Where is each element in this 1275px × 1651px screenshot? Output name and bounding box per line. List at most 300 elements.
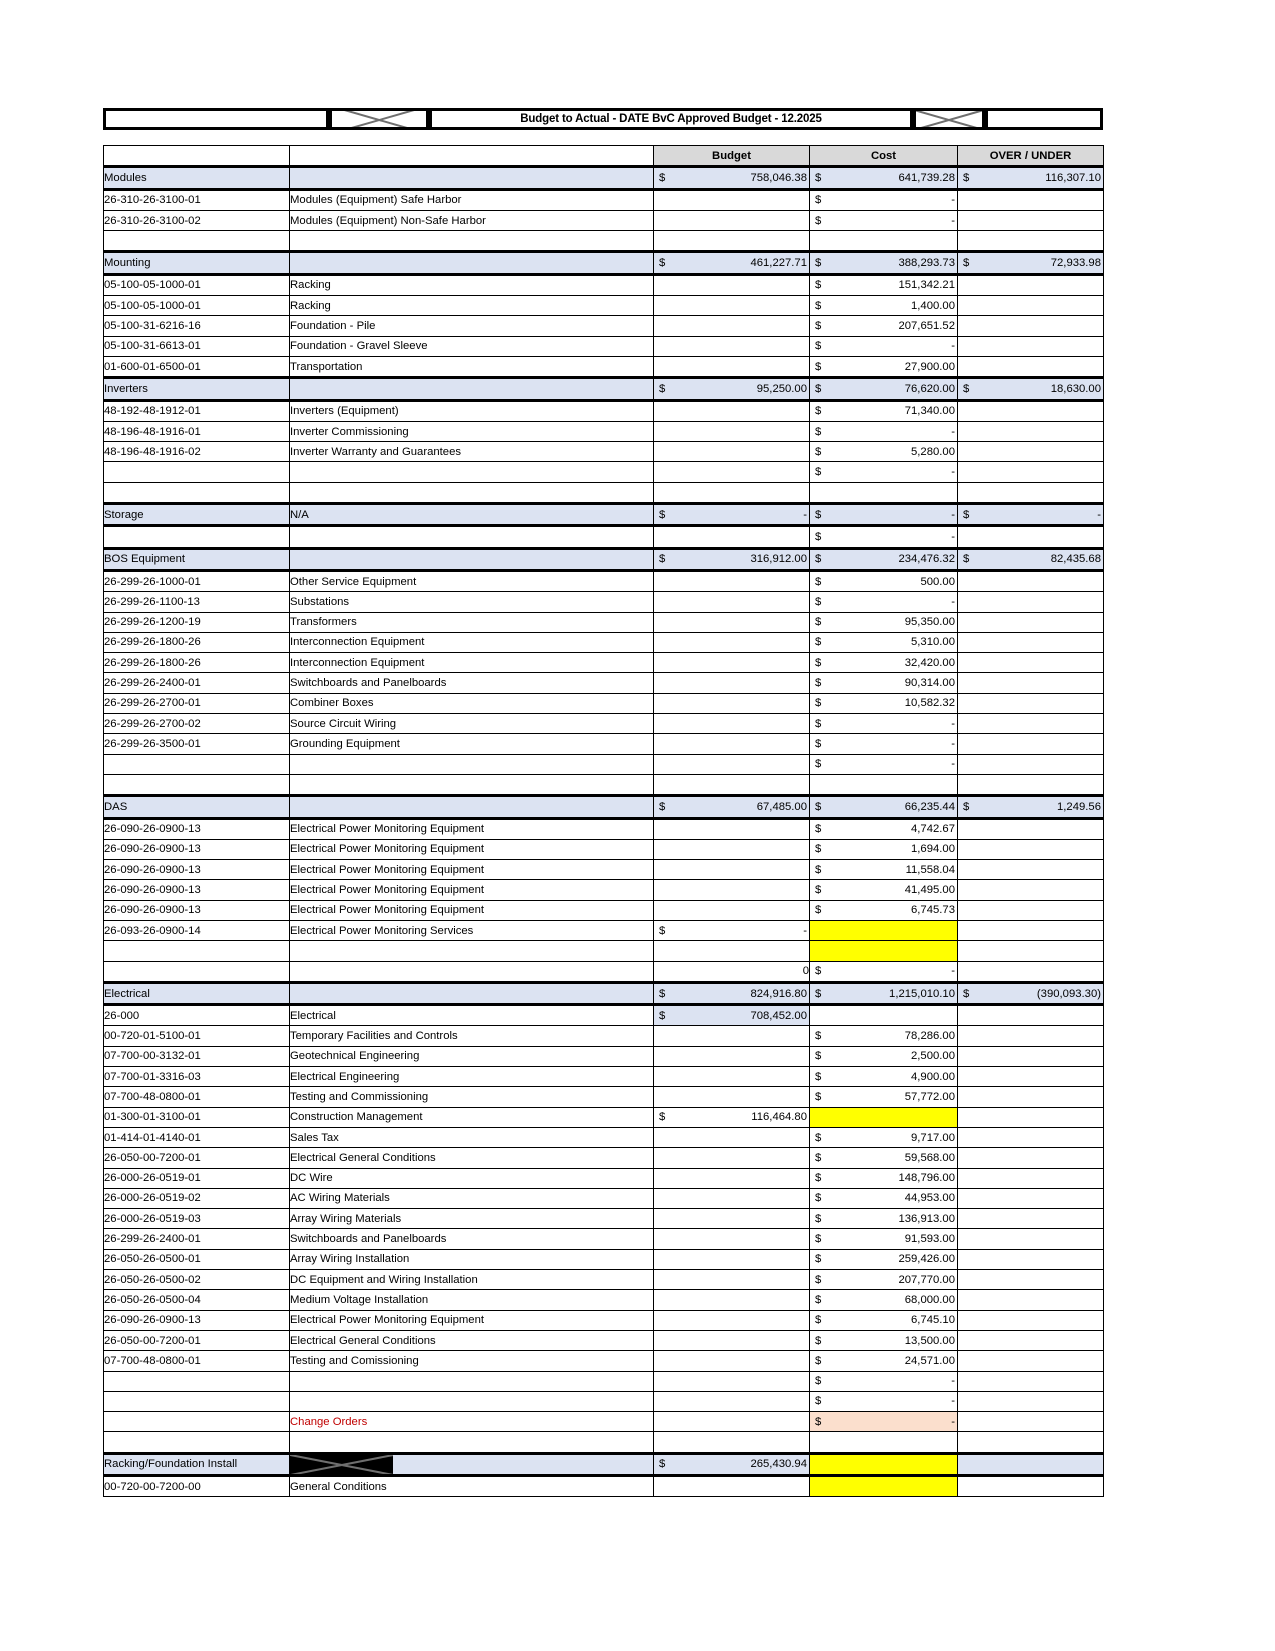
cost-amount[interactable] [810,400,958,421]
cost-amount[interactable] [810,442,958,462]
budget-amount[interactable] [654,754,810,774]
cost-amount[interactable] [810,1127,958,1147]
cost-amount[interactable] [810,1476,958,1497]
cost-code[interactable] [104,774,290,795]
cost-code[interactable]: 48-196-48-1916-01 [104,421,290,441]
cost-amount[interactable] [810,612,958,632]
budget-amount[interactable] [654,1476,810,1497]
line-item-description[interactable] [290,982,654,1004]
cost-code[interactable]: 05-100-31-6613-01 [104,336,290,356]
over-under-amount[interactable] [958,421,1104,441]
cost-amount[interactable] [810,548,958,570]
section-label[interactable]: Storage [104,504,290,526]
cost-amount[interactable] [810,774,958,795]
cost-code[interactable] [104,1371,290,1391]
over-under-amount[interactable] [958,1026,1104,1046]
cost-code[interactable]: 26-050-26-0500-01 [104,1249,290,1269]
budget-amount[interactable] [654,818,810,839]
over-under-amount[interactable] [958,1249,1104,1269]
cost-amount[interactable] [810,961,958,982]
cost-code[interactable]: 07-700-48-0800-01 [104,1351,290,1371]
budget-amount[interactable] [654,274,810,295]
line-item-description[interactable] [290,941,654,961]
over-under-amount[interactable] [958,1046,1104,1066]
line-item-description[interactable]: General Conditions [290,1476,654,1497]
cost-code[interactable]: 26-090-26-0900-13 [104,839,290,859]
line-item-description[interactable] [290,548,654,570]
over-under-amount[interactable] [958,714,1104,734]
budget-amount[interactable] [654,796,810,818]
cost-code[interactable] [104,754,290,774]
over-under-amount[interactable] [958,356,1104,377]
over-under-amount[interactable] [958,1107,1104,1127]
over-under-amount[interactable] [958,167,1104,189]
line-item-description[interactable]: Modules (Equipment) Safe Harbor [290,189,654,210]
cost-code[interactable]: 26-000 [104,1005,290,1026]
cost-code[interactable]: 26-299-26-2400-01 [104,1229,290,1249]
cost-amount[interactable] [810,900,958,920]
cost-amount[interactable] [810,673,958,693]
over-under-amount[interactable] [958,612,1104,632]
over-under-amount[interactable] [958,693,1104,713]
cost-amount[interactable] [810,167,958,189]
section-label[interactable]: DAS [104,796,290,818]
budget-amount[interactable] [654,1371,810,1391]
over-under-amount[interactable] [958,653,1104,673]
cost-code[interactable]: 05-100-05-1000-01 [104,274,290,295]
cost-amount[interactable] [810,210,958,230]
over-under-amount[interactable] [958,1127,1104,1147]
line-item-description[interactable] [290,1432,654,1453]
budget-amount[interactable] [654,442,810,462]
cost-amount[interactable] [810,1107,958,1127]
line-item-description[interactable]: Inverter Commissioning [290,421,654,441]
cost-amount[interactable] [810,356,958,377]
over-under-amount[interactable] [958,900,1104,920]
over-under-amount[interactable] [958,210,1104,230]
over-under-amount[interactable] [958,818,1104,839]
line-item-description[interactable]: Interconnection Equipment [290,653,654,673]
budget-amount[interactable] [654,1249,810,1269]
line-item-description[interactable]: Substations [290,592,654,612]
cost-code[interactable] [104,231,290,252]
cost-amount[interactable] [810,482,958,503]
budget-amount[interactable] [654,252,810,274]
line-item-description[interactable]: Foundation - Gravel Sleeve [290,336,654,356]
budget-amount[interactable] [654,1026,810,1046]
line-item-description[interactable]: Modules (Equipment) Non-Safe Harbor [290,210,654,230]
over-under-amount[interactable] [958,961,1104,982]
cost-amount[interactable] [810,1026,958,1046]
budget-amount[interactable] [654,231,810,252]
cost-code[interactable]: 26-090-26-0900-13 [104,880,290,900]
budget-amount[interactable] [654,1330,810,1350]
cost-code[interactable] [104,462,290,482]
over-under-amount[interactable] [958,482,1104,503]
budget-amount[interactable] [654,526,810,548]
over-under-amount[interactable] [958,336,1104,356]
over-under-amount[interactable] [958,673,1104,693]
cost-code[interactable]: 26-090-26-0900-13 [104,900,290,920]
budget-amount[interactable] [654,880,810,900]
cost-amount[interactable] [810,462,958,482]
budget-amount[interactable] [654,653,810,673]
budget-amount[interactable] [654,1412,810,1432]
cost-code[interactable]: 26-090-26-0900-13 [104,1310,290,1330]
cost-amount[interactable] [810,378,958,400]
over-under-amount[interactable] [958,941,1104,961]
budget-amount[interactable] [654,462,810,482]
budget-amount[interactable] [654,356,810,377]
cost-code[interactable]: 26-050-26-0500-04 [104,1290,290,1310]
over-under-amount[interactable] [958,1310,1104,1330]
line-item-description[interactable]: Switchboards and Panelboards [290,1229,654,1249]
line-item-description[interactable]: Electrical Power Monitoring Equipment [290,818,654,839]
line-item-description[interactable] [290,252,654,274]
budget-amount[interactable] [654,421,810,441]
budget-amount[interactable] [654,1351,810,1371]
line-item-description[interactable] [290,961,654,982]
cost-code[interactable]: 26-299-26-1200-19 [104,612,290,632]
cost-code[interactable]: 26-050-00-7200-01 [104,1330,290,1350]
over-under-amount[interactable] [958,796,1104,818]
cost-amount[interactable] [810,421,958,441]
over-under-amount[interactable] [958,189,1104,210]
cost-code[interactable]: 26-000-26-0519-01 [104,1168,290,1188]
budget-amount[interactable] [654,336,810,356]
budget-amount[interactable]: 0 [654,961,810,982]
cost-amount[interactable] [810,336,958,356]
line-item-description[interactable]: Sales Tax [290,1127,654,1147]
budget-amount[interactable] [654,167,810,189]
budget-amount[interactable] [654,839,810,859]
over-under-amount[interactable] [958,442,1104,462]
cost-amount[interactable] [810,839,958,859]
over-under-amount[interactable] [958,839,1104,859]
line-item-description[interactable]: Other Service Equipment [290,570,654,591]
line-item-description[interactable] [290,231,654,252]
cost-code[interactable]: 26-093-26-0900-14 [104,920,290,940]
line-item-description[interactable]: Inverter Warranty and Guarantees [290,442,654,462]
budget-amount[interactable] [654,714,810,734]
line-item-description[interactable]: Interconnection Equipment [290,632,654,652]
over-under-amount[interactable] [958,526,1104,548]
cost-amount[interactable] [810,231,958,252]
cost-amount[interactable] [810,818,958,839]
over-under-amount[interactable] [958,378,1104,400]
over-under-amount[interactable] [958,1229,1104,1249]
cost-code[interactable] [104,941,290,961]
over-under-amount[interactable] [958,504,1104,526]
over-under-amount[interactable] [958,1270,1104,1290]
line-item-description[interactable]: DC Equipment and Wiring Installation [290,1270,654,1290]
over-under-amount[interactable] [958,734,1104,754]
budget-amount[interactable] [654,1087,810,1107]
line-item-description[interactable] [290,796,654,818]
cost-code[interactable]: 26-299-26-2700-02 [104,714,290,734]
over-under-amount[interactable] [958,1188,1104,1208]
line-item-description[interactable]: Inverters (Equipment) [290,400,654,421]
budget-amount[interactable] [654,316,810,336]
cost-amount[interactable] [810,1046,958,1066]
budget-amount[interactable] [654,1391,810,1411]
cost-amount[interactable] [810,1371,958,1391]
line-item-description[interactable]: Source Circuit Wiring [290,714,654,734]
cost-amount[interactable] [810,714,958,734]
over-under-amount[interactable] [958,274,1104,295]
line-item-description[interactable]: AC Wiring Materials [290,1188,654,1208]
line-item-description[interactable]: Electrical General Conditions [290,1148,654,1168]
cost-code[interactable]: 26-310-26-3100-02 [104,210,290,230]
cost-amount[interactable] [810,693,958,713]
line-item-description[interactable]: Electrical [290,1005,654,1026]
over-under-amount[interactable] [958,880,1104,900]
budget-amount[interactable] [654,482,810,503]
budget-amount[interactable] [654,378,810,400]
budget-amount[interactable] [654,1270,810,1290]
cost-amount[interactable] [810,860,958,880]
over-under-amount[interactable] [958,252,1104,274]
cost-amount[interactable] [810,796,958,818]
cost-code[interactable]: 26-299-26-2700-01 [104,693,290,713]
cost-amount[interactable] [810,1005,958,1026]
over-under-amount[interactable] [958,1391,1104,1411]
cost-amount[interactable] [810,526,958,548]
line-item-description[interactable]: Electrical Power Monitoring Equipment [290,839,654,859]
section-label[interactable]: Mounting [104,252,290,274]
cost-amount[interactable] [810,570,958,591]
over-under-amount[interactable] [958,1330,1104,1350]
line-item-description[interactable]: Electrical Power Monitoring Equipment [290,860,654,880]
line-item-description[interactable] [290,774,654,795]
cost-amount[interactable] [810,1249,958,1269]
budget-amount[interactable] [654,570,810,591]
line-item-description[interactable]: Testing and Comissioning [290,1351,654,1371]
cost-code[interactable] [104,1432,290,1453]
cost-code[interactable]: 00-720-00-7200-00 [104,1476,290,1497]
cost-amount[interactable] [810,592,958,612]
budget-amount[interactable] [654,1148,810,1168]
cost-code[interactable]: 26-050-26-0500-02 [104,1270,290,1290]
cost-code[interactable]: 01-600-01-6500-01 [104,356,290,377]
section-label[interactable]: Racking/Foundation Install [104,1453,290,1475]
over-under-amount[interactable] [958,1290,1104,1310]
cost-code[interactable]: 07-700-01-3316-03 [104,1067,290,1087]
line-item-description[interactable]: Foundation - Pile [290,316,654,336]
cost-amount[interactable] [810,941,958,961]
over-under-amount[interactable] [958,1351,1104,1371]
cost-amount[interactable] [810,920,958,940]
line-item-description[interactable]: Electrical Power Monitoring Services [290,920,654,940]
budget-amount[interactable] [654,1453,810,1475]
line-item-description[interactable]: Geotechnical Engineering [290,1046,654,1066]
budget-amount[interactable] [654,1067,810,1087]
over-under-amount[interactable] [958,1005,1104,1026]
over-under-amount[interactable] [958,1476,1104,1497]
budget-amount[interactable] [654,1005,810,1026]
cost-amount[interactable] [810,1351,958,1371]
budget-amount[interactable] [654,296,810,316]
cost-code[interactable] [104,526,290,548]
budget-amount[interactable] [654,189,810,210]
cost-amount[interactable] [810,504,958,526]
cost-code[interactable]: 26-000-26-0519-02 [104,1188,290,1208]
line-item-description[interactable]: Transportation [290,356,654,377]
cost-code[interactable]: 26-050-00-7200-01 [104,1148,290,1168]
line-item-description[interactable] [290,167,654,189]
line-item-description[interactable] [290,482,654,503]
budget-amount[interactable] [654,900,810,920]
over-under-amount[interactable] [958,316,1104,336]
line-item-description[interactable] [290,754,654,774]
cost-amount[interactable] [810,1067,958,1087]
cost-code[interactable]: 26-299-26-1000-01 [104,570,290,591]
cost-code[interactable]: 26-299-26-1800-26 [104,653,290,673]
budget-amount[interactable] [654,400,810,421]
line-item-description[interactable]: Medium Voltage Installation [290,1290,654,1310]
cost-amount[interactable] [810,189,958,210]
over-under-amount[interactable] [958,462,1104,482]
line-item-description[interactable] [290,378,654,400]
cost-amount[interactable] [810,632,958,652]
cost-code[interactable]: 26-299-26-2400-01 [104,673,290,693]
cost-code[interactable]: 48-192-48-1912-01 [104,400,290,421]
cost-amount[interactable] [810,1432,958,1453]
cost-amount[interactable] [810,252,958,274]
budget-amount[interactable] [654,1127,810,1147]
budget-amount[interactable] [654,1107,810,1127]
budget-amount[interactable] [654,1046,810,1066]
cost-code[interactable]: 26-090-26-0900-13 [104,860,290,880]
over-under-amount[interactable] [958,592,1104,612]
section-label[interactable]: BOS Equipment [104,548,290,570]
over-under-amount[interactable] [958,1067,1104,1087]
line-item-description[interactable]: Electrical Engineering [290,1067,654,1087]
line-item-description[interactable]: Transformers [290,612,654,632]
over-under-amount[interactable] [958,774,1104,795]
cost-amount[interactable] [810,274,958,295]
cost-code[interactable]: 26-299-26-3500-01 [104,734,290,754]
cost-code[interactable] [104,1391,290,1411]
cost-amount[interactable] [810,1188,958,1208]
cost-amount[interactable] [810,1412,958,1432]
over-under-amount[interactable] [958,231,1104,252]
cost-code[interactable]: 07-700-48-0800-01 [104,1087,290,1107]
line-item-description[interactable] [290,526,654,548]
line-item-description[interactable]: Array Wiring Installation [290,1249,654,1269]
cost-amount[interactable] [810,1148,958,1168]
cost-amount[interactable] [810,754,958,774]
line-item-description[interactable]: Change Orders [290,1412,654,1432]
line-item-description[interactable]: Combiner Boxes [290,693,654,713]
budget-amount[interactable] [654,774,810,795]
cost-amount[interactable] [810,653,958,673]
budget-amount[interactable] [654,673,810,693]
line-item-description[interactable]: Electrical Power Monitoring Equipment [290,1310,654,1330]
cost-amount[interactable] [810,296,958,316]
line-item-description[interactable]: N/A [290,504,654,526]
budget-amount[interactable] [654,1432,810,1453]
line-item-description[interactable]: DC Wire [290,1168,654,1188]
budget-amount[interactable] [654,1188,810,1208]
budget-amount[interactable] [654,1209,810,1229]
budget-amount[interactable] [654,693,810,713]
cost-code[interactable] [104,482,290,503]
cost-amount[interactable] [810,880,958,900]
line-item-description[interactable]: Racking [290,274,654,295]
over-under-amount[interactable] [958,1168,1104,1188]
cost-amount[interactable] [810,982,958,1004]
over-under-amount[interactable] [958,1148,1104,1168]
budget-amount[interactable] [654,1310,810,1330]
cost-amount[interactable] [810,1229,958,1249]
cost-code[interactable]: 05-100-05-1000-01 [104,296,290,316]
line-item-description[interactable]: Electrical Power Monitoring Equipment [290,880,654,900]
budget-amount[interactable] [654,548,810,570]
line-item-description[interactable]: Grounding Equipment [290,734,654,754]
budget-amount[interactable] [654,632,810,652]
cost-code[interactable]: 00-720-01-5100-01 [104,1026,290,1046]
budget-amount[interactable] [654,1168,810,1188]
line-item-description[interactable]: Temporary Facilities and Controls [290,1026,654,1046]
budget-amount[interactable] [654,504,810,526]
budget-amount[interactable] [654,1229,810,1249]
line-item-description[interactable]: Racking [290,296,654,316]
cost-amount[interactable] [810,1310,958,1330]
cost-code[interactable]: 26-000-26-0519-03 [104,1209,290,1229]
cost-code[interactable]: 26-090-26-0900-13 [104,818,290,839]
cost-code[interactable] [104,961,290,982]
line-item-description[interactable]: Array Wiring Materials [290,1209,654,1229]
over-under-amount[interactable] [958,1412,1104,1432]
cost-amount[interactable] [810,316,958,336]
cost-amount[interactable] [810,1290,958,1310]
over-under-amount[interactable] [958,1371,1104,1391]
line-item-description[interactable]: Construction Management [290,1107,654,1127]
cost-code[interactable]: 26-299-26-1100-13 [104,592,290,612]
line-item-description[interactable]: Electrical General Conditions [290,1330,654,1350]
budget-amount[interactable] [654,734,810,754]
section-label[interactable]: Electrical [104,982,290,1004]
cost-code[interactable]: 05-100-31-6216-16 [104,316,290,336]
cost-amount[interactable] [810,1087,958,1107]
budget-amount[interactable] [654,920,810,940]
cost-amount[interactable] [810,734,958,754]
cost-code[interactable]: 26-310-26-3100-01 [104,189,290,210]
over-under-amount[interactable] [958,860,1104,880]
cost-amount[interactable] [810,1168,958,1188]
over-under-amount[interactable] [958,1087,1104,1107]
over-under-amount[interactable] [958,982,1104,1004]
cost-code[interactable]: 01-300-01-3100-01 [104,1107,290,1127]
over-under-amount[interactable] [958,1209,1104,1229]
over-under-amount[interactable] [958,548,1104,570]
over-under-amount[interactable] [958,400,1104,421]
line-item-description[interactable] [290,1371,654,1391]
cost-amount[interactable] [810,1453,958,1475]
over-under-amount[interactable] [958,920,1104,940]
line-item-description[interactable] [290,462,654,482]
over-under-amount[interactable] [958,570,1104,591]
line-item-description[interactable]: Switchboards and Panelboards [290,673,654,693]
over-under-amount[interactable] [958,754,1104,774]
line-item-description[interactable]: Testing and Commissioning [290,1087,654,1107]
budget-amount[interactable] [654,1290,810,1310]
over-under-amount[interactable] [958,1432,1104,1453]
cost-amount[interactable] [810,1391,958,1411]
budget-amount[interactable] [654,860,810,880]
cost-code[interactable]: 48-196-48-1916-02 [104,442,290,462]
